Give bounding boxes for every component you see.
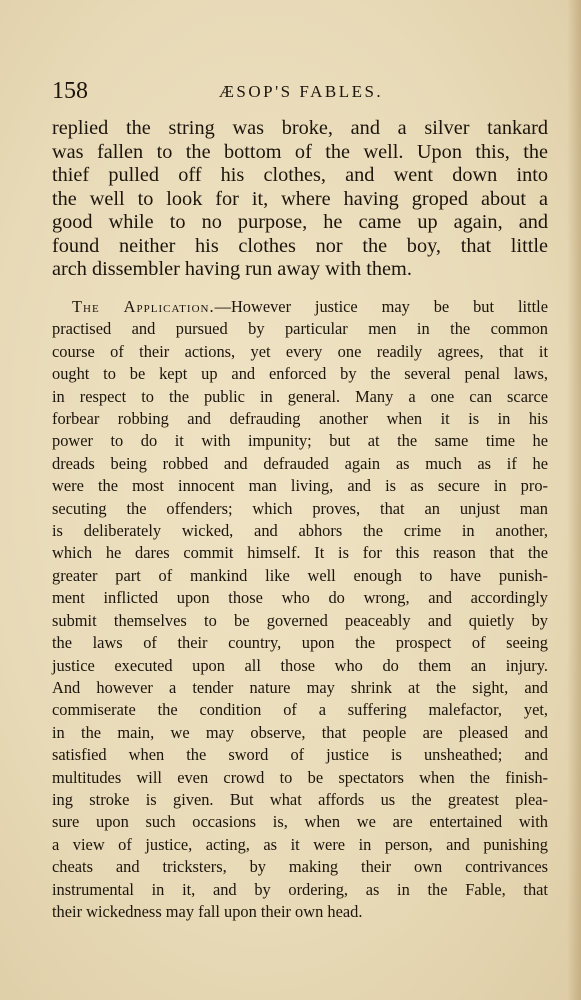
application-line: in respect to the public in general. Many a one can scarce [52, 386, 548, 406]
application-line: practised and pursued by particular men in the common [52, 319, 548, 339]
story-line: replied the string was broke, and a silver tankard [52, 117, 548, 139]
application-line: in the main, we may observe, that people are pleased and [52, 722, 548, 742]
application-line: which he dares commit himself. It is for this reason that the [52, 543, 548, 563]
application-line: instrumental in it, and by ordering, as in the Fable, that [52, 879, 548, 899]
running-head: ÆSOP'S FABLES. [218, 82, 384, 101]
application-line: a view of justice, acting, as it were in person, and punishing [52, 834, 548, 854]
application-paragraph [52, 296, 548, 923]
story-line: good while to no purpose, he came up again, and [52, 211, 548, 233]
application-line: justice executed upon all those who do them an injury. [52, 655, 548, 675]
application-line: ing stroke is given. But what affords us the greatest plea- [52, 789, 548, 809]
application-line: their wickedness may fall upon their own head. [52, 901, 363, 921]
application-line: forbear robbing and defrauding another when it is in his [52, 409, 548, 429]
application-line: were the most innocent man living, and is as secure in pro- [52, 476, 548, 496]
application-line: greater part of mankind like well enough to have punish- [52, 565, 548, 585]
story-line: the well to look for it, where having groped about a [52, 187, 548, 210]
application-line: is deliberately wicked, and abhors the crime in another, [52, 521, 548, 541]
page-header [52, 76, 550, 110]
story-line: found neither his clothes nor the boy, that little [52, 234, 548, 257]
page-number: 158 [52, 78, 88, 104]
application-line: commiserate the condition of a suffering malefactor, yet, [52, 700, 548, 720]
application-first-line-text: —However justice may be but little [214, 297, 548, 316]
application-line: power to do it with impunity; but at the same time he [52, 431, 548, 451]
application-line: secuting the offenders; which proves, that an unjust man [52, 498, 548, 518]
application-heading: The Application. [72, 297, 215, 316]
application-first-line [52, 296, 548, 318]
story-line: thief pulled off his clothes, and went down into [52, 164, 548, 186]
page-edge-shadow [567, 0, 581, 1000]
application-line: the laws of their country, upon the prospect of seeing [52, 633, 548, 653]
application-line: And however a tender nature may shrink at the sight, and [52, 677, 548, 697]
application-line: ought to be kept up and enforced by the several penal laws, [52, 364, 548, 384]
application-line: submit themselves to be governed peaceably and quietly by [52, 610, 548, 630]
application-line: cheats and tricksters, by making their own contrivances [52, 857, 548, 877]
application-line: course of their actions, yet every one readily agrees, that it [52, 341, 548, 361]
application-line: satisfied when the sword of justice is unsheathed; and [52, 745, 548, 765]
story-line: was fallen to the bottom of the well. Upon this, the [52, 140, 548, 163]
fable-story-text [52, 117, 548, 282]
application-line: sure upon such occasions is, when we are entertained with [52, 812, 548, 832]
application-line: multitudes will even crowd to be spectators when the finish- [52, 767, 548, 787]
application-line: ment inflicted upon those who do wrong, and accordingly [52, 588, 548, 608]
story-line: arch dissembler having run away with them. [52, 258, 412, 280]
application-line: dreads being robbed and defrauded again as much as if he [52, 453, 548, 473]
